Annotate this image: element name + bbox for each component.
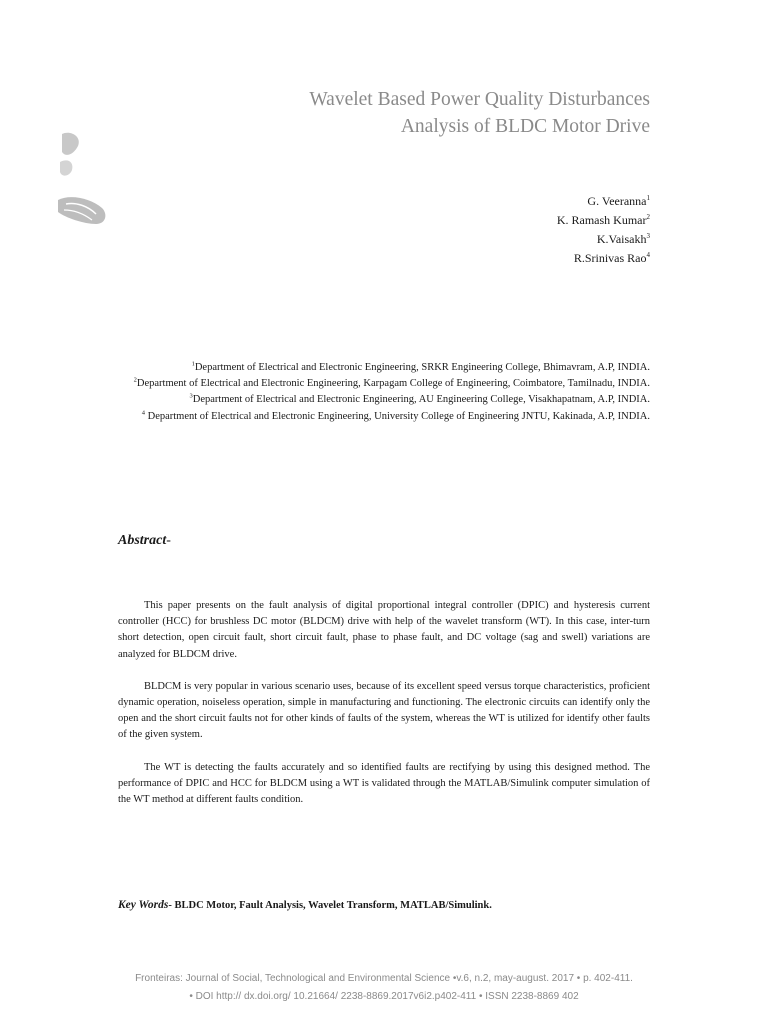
keywords-label: Key Words [118, 899, 169, 911]
title-line-1: Wavelet Based Power Quality Disturbances [309, 89, 650, 110]
page-footer [0, 970, 768, 1006]
footer-doi-line: • DOI http:// dx.doi.org/ 10.21664/ 2238-8869.2017v6i2.p402-411 • ISSN 2238-8869 402 [189, 991, 579, 1002]
title-line-2: Analysis of BLDC Motor Drive [400, 116, 650, 137]
affiliation: $^2$Department of Electrical and Electronic Engineering, Karpagam College of Engineering, Coimbatore, Tamilnadu, INDIA. [133, 376, 650, 390]
author: G. Veeranna$^1$ [587, 194, 650, 208]
decorative-ornament [56, 128, 112, 228]
abstract-heading: Abstract- [118, 533, 171, 548]
abstract-paragraph: This paper presents on the fault analysis of digital proportional integral controller (DPIC) and hysteresis current controller (HCC) for brushless DC motor (BLDCM) drive with help of the wavelet transform (WT). In this case, inter-turn short detection, open circuit fault, short circuit fault, phase to phase fault, and DC voltage (sag and swell) variations are analyzed for BLDCM drive. [118, 600, 650, 660]
abstract-paragraph: The WT is detecting the faults accurately and so identified faults are rectifying by using this designed method. The performance of DPIC and HCC for BLDCM using a WT is validated through the MATLAB/Simulink computer simulation of the WT method at different faults condition. [118, 761, 650, 806]
affiliation: $^1$Department of Electrical and Electronic Engineering, SRKR Engineering College, Bhimavram, A.P, INDIA. [191, 360, 650, 373]
affiliation: $^3$Department of Electrical and Electronic Engineering, AU Engineering College, Visakhapatnam, A.P, INDIA. [189, 392, 650, 406]
keywords-text: - BLDC Motor, Fault Analysis, Wavelet Transform, MATLAB/Simulink. [168, 900, 492, 911]
affiliation-list [130, 360, 650, 425]
author: K. Ramash Kumar$^2$ [556, 213, 650, 227]
affiliation: $^4$ Department of Electrical and Electronic Engineering, University College of Engineering JNTU, Kakinada, A.P, INDIA. [141, 409, 650, 422]
footer-journal-line: Fronteiras: Journal of Social, Technological and Environmental Science •v.6, n.2, may-august. 2017 • p. 402-411. [135, 973, 633, 984]
paper-title [309, 86, 650, 140]
keywords [118, 899, 492, 911]
author-list [557, 192, 650, 268]
abstract-body [118, 598, 650, 824]
abstract-paragraph: BLDCM is very popular in various scenario uses, because of its excellent speed versus torque characteristics, proficient dynamic operation, noiseless operation, simple in manufacturing and functioning. The electronic circuits can identify only the open and the short circuit faults not for other kinds of faults of the system, whereas the WT is utilized for identify other faults of the given system. [118, 680, 650, 741]
author: R.Srinivas Rao$^4$ [573, 251, 650, 265]
author: K.Vaisakh$^3$ [596, 232, 650, 246]
